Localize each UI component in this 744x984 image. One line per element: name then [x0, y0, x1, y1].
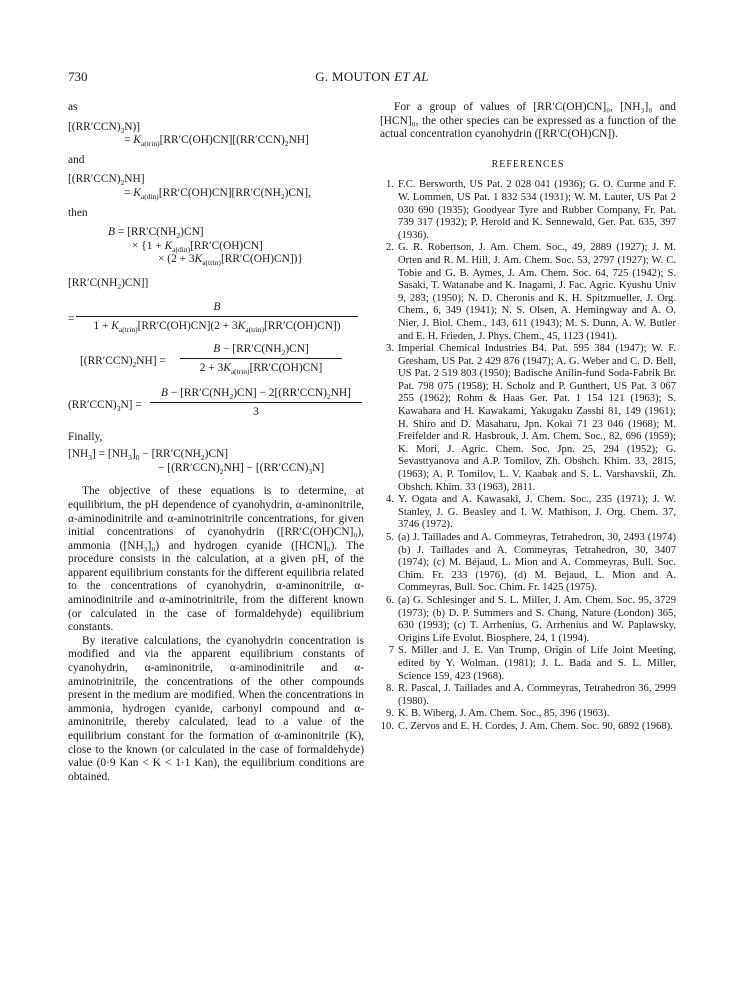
eq-b-line3: × $(2 + 3K_{a(trin)}[RR'C(OH)CN])$}	[158, 253, 303, 268]
eq-b-line2: × {$1 + K_{a(din)}[RR'C(OH)CN]$	[132, 239, 263, 254]
reference-text: Y. Ogata and A. Kawasaki, J. Chem. Soc., 235 (1971); J. W. Stanley, J. G. Beasley and I. W. Mathison, J. Org. Chem. 37, 3746 (1972).	[398, 494, 676, 531]
reference-text: C. Zervos and E. H. Cordes, J. Am. Chem. Soc. 90, 6892 (1968).	[398, 720, 673, 732]
paragraph-iterative: By iterative calculations, the cyanohydrin concentration is modified and via the apparent equilibrium constants of cyanohydrin, α-aminonitrile, α-aminodinitrile and α-aminotrinitrile, the concentrations of the other compounds present in the medium are modified. When the concentrations in ammonia, hydrogen cyanide, carbonyl compound and α-aminonitrile, thereby calculated, lead to a value of the equilibrium constant for the formation of α-aminonitrile (K), close to the known (or calculated in the case of formaldehyde) value (0·9 Kan < K < 1·1 Kan), the equilibrium conditions are obtained.	[68, 634, 364, 783]
reference-item	[380, 721, 676, 734]
references-heading: REFERENCES	[491, 158, 565, 170]
word-then: then	[68, 206, 88, 219]
page-number: 730	[68, 69, 88, 84]
paragraph-intro: For a group of values of [RR′C(OH)CN]₀, [NH₃]₀ and [HCN]₀, the other species can be expressed as a function of the actual concentration cyanohydrin ([RR′C(OH)CN]).	[380, 101, 676, 141]
paragraph-objective: The objective of these equations is to determine, at equilibrium, the pH dependence of cyanohydrin, α-aminonitrile, α-aminodinitrile and α-aminotrinitrile concentrations, for given initial concentrations of cyanohydrin ([RR′C(OH)CN]₀), ammonia ([NH₃]₀) and hydrogen cyanide ([HCN]₀). The procedure consists in the calculation, at a given pH, of the apparent equilibrium constants for the different equilibria related to the concentrations of cyanohydrin, α-aminonitrile, α-aminodinitrile and α-aminotrinitrile, from the different known (or calculated in the case of formaldehyde) equilibrium constants.	[68, 485, 364, 634]
eq-nh3-line1: $[NH_3] = [NH_3]_0 - [RR'C(NH_2)CN]$	[68, 448, 229, 463]
reference-number: 10.	[380, 720, 394, 732]
eq-aminonitrile-lhs: $[RR'C(NH_2)CN]$]	[68, 276, 149, 291]
reference-text: Imperial Chemical Industries B4. Pat. 595 384 (1947); W. F. Gresham, US Pat. 2 429 876 (1947); A. G. Weber and C. D. Bell, US Pat. 2 519 803 (1950); Badische Anilin-fund Soda-Fabrik Br. Pat. 798 075 (1958); H. Scholz and P. Gunthert, US Pat. 3 067 255 (1962); Rohm & Haas Ger. Pat. 1 154 121 (1963); S. Kawahara and H. Kawakami, Yakugaku Zasshi 81, 149 (1961); H. Shiro and D. Masaharu, Jpn. Kokai 71 23 046 (1968); M. Freifelder and R. Hasbrouk, J. Am. Chem. Soc., 82, 696 (1959); K. Mori, J. Agric. Chem. Soc. Jpn. 25, 294 (1952); G. Sevasttyanova and A.P. Tomilov, Zh. Obshch. Khim. 33, 2815, (1963); A. P. Tomilov, L. V. Kaabak and S. L. Varshavskii, Zh. Obshch. Khim. 33 (1963), 2811.	[398, 343, 676, 493]
eq-dinitrile-rhs: = $K_{a(din)}[RR'C(OH)CN][RR'C(NH_2)CN]$,	[124, 186, 311, 201]
running-author: G. MOUTON	[315, 69, 391, 84]
reference-item	[380, 179, 676, 242]
reference-number: 8.	[386, 683, 394, 695]
eq-trinitrile-fraction: $(RR'CCN)_3N$] = $B - [RR'C(NH_2)CN] - 2[(RR'CCN)_2NH]$ 3	[68, 387, 364, 427]
eq-b-line1: $B = [RR'C(NH_2)CN]$	[108, 226, 204, 241]
reference-item	[380, 708, 676, 721]
reference-item	[380, 532, 676, 595]
reference-number: 3.	[386, 343, 394, 355]
running-title	[68, 69, 676, 85]
eq-nh3-line2: − $[(RR'CCN)_2NH] - [(RR'CCN)_3N]$	[158, 461, 325, 476]
reference-item	[380, 343, 676, 494]
eq-trinitrile-lhs: $[(RR'CCN)_3N)$]	[68, 120, 141, 135]
word-finally: Finally,	[68, 430, 103, 443]
eq-aminonitrile-fraction: = B $1 + K_{a(trin)}[RR'C(OH)CN](2 + 3K_{a(trin)}[RR'C(OH)CN])$	[68, 301, 364, 337]
reference-text: (a) J. Taillades and A. Commeyras, Tetrahedron, 30, 2493 (1974) (b) J. Taillades and A. Commeyras, Tetrahedron, 30, 3407 (1974); (c) M. Béjaud, L. Mion and A. Commeyras, Bull. Soc. Chim. Fr. 233 (1976), (d) M. Bejaud, L. Mion and A. Commeyras, Bull. Soc. Chim. Fr. 1425 (1975).	[398, 532, 676, 594]
reference-text: K. B. Wiberg, J. Am. Chem. Soc., 85, 396 (1963).	[398, 708, 610, 720]
running-header	[68, 69, 676, 85]
reference-text: R. Pascal, J. Taillades and A. Commeyras, Tetrahedron 36, 2999 (1980).	[398, 683, 676, 707]
reference-text: S. Miller and J. E. Van Trump, Origin of Life Joint Meeting, edited by Y. Wolman. (1981); J. L. Bada and S. L. Miller, Science 159, 423 (1968).	[398, 645, 676, 682]
reference-item	[380, 683, 676, 708]
reference-number: 5.	[386, 532, 394, 543]
running-author-suffix: ET AL	[394, 69, 429, 84]
eq-trinitrile-rhs: = $K_{a(trin)}[RR'C(OH)CN][(RR'CCN)_2NH]$	[124, 134, 309, 149]
eq-dinitrile-fraction: $[(RR'CCN)_2NH]$ = $B - [RR'C(NH_2)CN]$ $2 + 3K_{a(trin)}[RR'C(OH)CN]$	[68, 343, 364, 383]
reference-list	[380, 179, 676, 733]
right-column	[380, 101, 676, 734]
reference-item	[380, 645, 676, 683]
reference-number: 7	[388, 645, 394, 657]
word-and: and	[68, 153, 85, 166]
reference-text: F.C. Bersworth, US Pat. 2 028 041 (1936); G. O. Curme and F. W. Lommen, US Pat. 1 832 534 (1931); W. M. Lauter, US Pat 2 030 690 (1935); Goodyear Tyre and Rubber Company, Fr. Pat. 739 317 (1932); P. Herold and K. Sennewald, Ger. Pat. 635, 397 (1936).	[398, 179, 676, 241]
reference-text: G. R. Robertson, J. Am. Chem. Soc., 49, 2889 (1927); J. M. Orten and R. M. Hill, J. Am. Chem. Soc. 53, 2797 (1927); W. C. Tobie and G. B. Aymes, J. Am. Chem. Soc. 64, 725 (1942); S. Sasaki, T. Watanabe and K. Inagami, J. Fac. Agric. Kyushu Univ 9, 283; (1950); N. D. Cheronis and K. H. Spitzmueller, J. Org. Chem., 6, 349 (1941); N. S. Olsen, A. Hemingway and A. O. Nier, J. Biol. Chem., 143, 611 (1943); M. S. Dunn, A. W. Butler and E. H. Frieden, J. Phys. Chem., 45, 1123 (1941).	[398, 242, 676, 342]
reference-number: 6.	[386, 594, 394, 606]
word-as: as	[68, 101, 78, 113]
reference-number: 2.	[386, 242, 394, 254]
reference-item	[380, 595, 676, 645]
reference-number: 1.	[386, 179, 394, 191]
reference-number: 4.	[386, 494, 394, 506]
reference-item	[380, 242, 676, 343]
reference-number: 9.	[386, 708, 394, 720]
eq-dinitrile-lhs: $[(RR'CCN)_2NH]$	[68, 173, 145, 188]
reference-item	[380, 494, 676, 532]
reference-text: (a) G. Schlesinger and S. L. Miller, J. Am. Chem. Soc. 95, 3729 (1973); (b) D. P. Summers and S. Chang, Nature (London) 365, 630 (1993); (c) T. Arrhenius, G. Arrhenius and W. Paplawsky, Origins Life Evolut. Biosphere, 24, 1 (1994).	[398, 594, 676, 644]
left-column	[68, 101, 364, 784]
